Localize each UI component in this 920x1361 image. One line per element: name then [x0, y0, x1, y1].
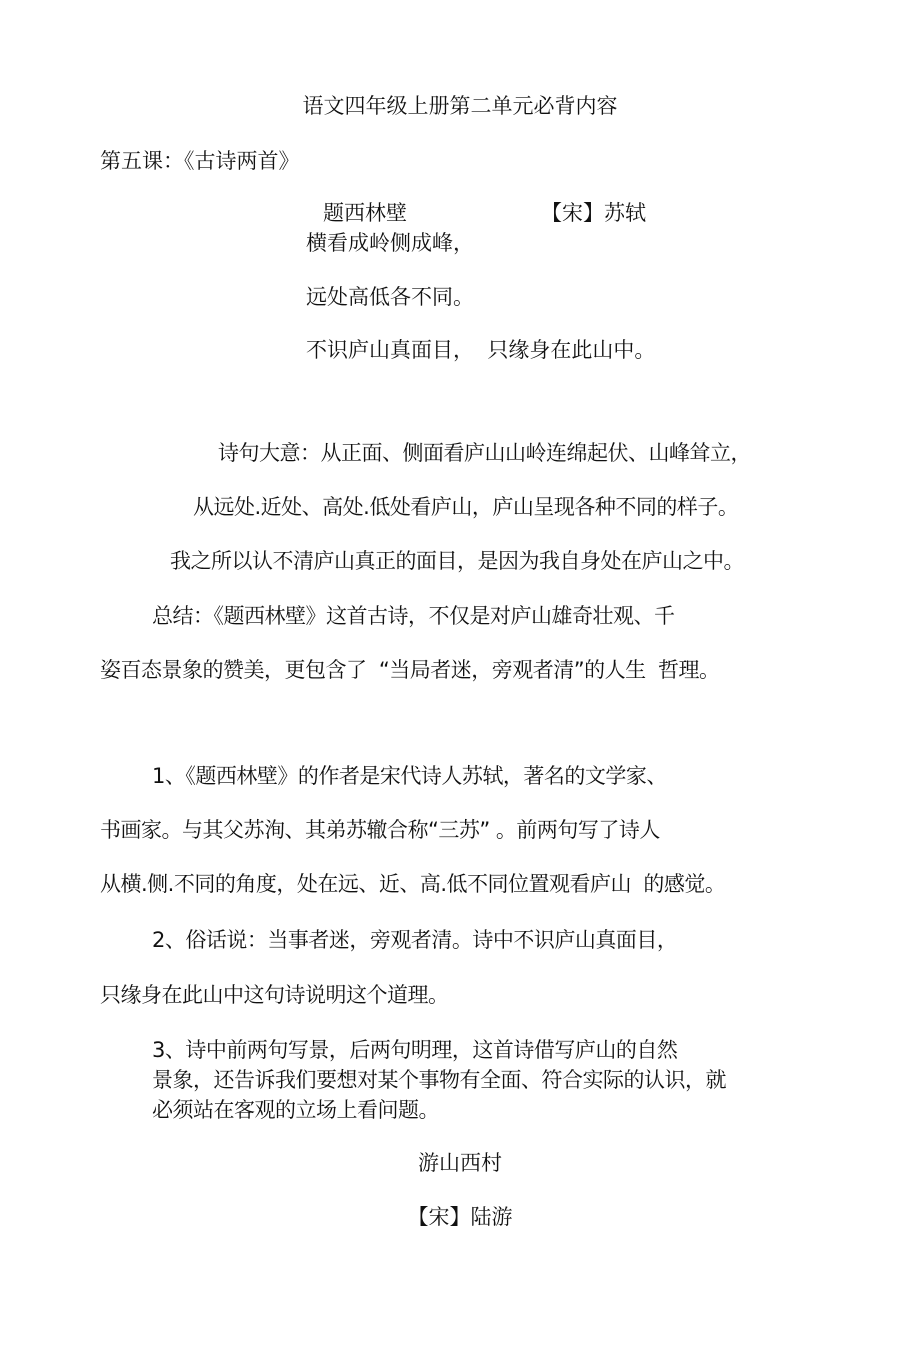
- meaning-line: 我之所以认不清庐山真正的面目，是因为我自身处在庐山之中。: [170, 549, 744, 573]
- poem-author: 【宋】陆游: [407, 1205, 513, 1229]
- note-line: 3、诗中前两句写景，后两句明理，这首诗借写庐山的自然: [152, 1038, 678, 1062]
- poem-title: 游山西村: [418, 1151, 502, 1175]
- poem-line: 远处高低各不同。: [306, 285, 474, 309]
- note-line: 书画家。与其父苏洵、其弟苏辙合称“三苏” 。前两句写了诗人: [100, 818, 660, 842]
- note-line: 2、俗话说：当事者迷，旁观者清。诗中不识庐山真面目，: [152, 928, 678, 952]
- note-line: 景象，还告诉我们要想对某个事物有全面、符合实际的认识，就: [152, 1068, 726, 1092]
- poem-line: 横看成岭侧成峰，: [306, 231, 474, 255]
- poem-author: 【宋】苏轼: [541, 201, 646, 225]
- note-line: 只缘身在此山中这句诗说明这个道理。: [100, 983, 449, 1007]
- summary-line: 总结：《题西林壁》这首古诗，不仅是对庐山雄奇壮观、千: [152, 604, 675, 628]
- poem-line: 不识庐山真面目， 只缘身在此山中。: [306, 338, 656, 362]
- note-line: 从横.侧.不同的角度，处在远、近、高.低不同位置观看庐山 的感觉。: [100, 872, 726, 896]
- note-line: 必须站在客观的立场上看问题。: [152, 1098, 439, 1122]
- summary-line: 姿百态景象的赞美，更包含了 “当局者迷，旁观者清”的人生 哲理。: [100, 658, 720, 682]
- meaning-line: 诗句大意：从正面、侧面看庐山山岭连绵起伏、山峰耸立，: [218, 441, 751, 465]
- document-title: 语文四年级上册第二单元必背内容: [302, 94, 618, 118]
- lesson-heading: 第五课：《古诗两首》: [100, 149, 300, 173]
- note-line: 1、《题西林壁》的作者是宋代诗人苏轼，著名的文学家、: [152, 764, 667, 788]
- meaning-line: 从远处.近处、高处.低处看庐山，庐山呈现各种不同的样子。: [193, 495, 739, 519]
- poem-title: 题西林壁: [323, 201, 407, 225]
